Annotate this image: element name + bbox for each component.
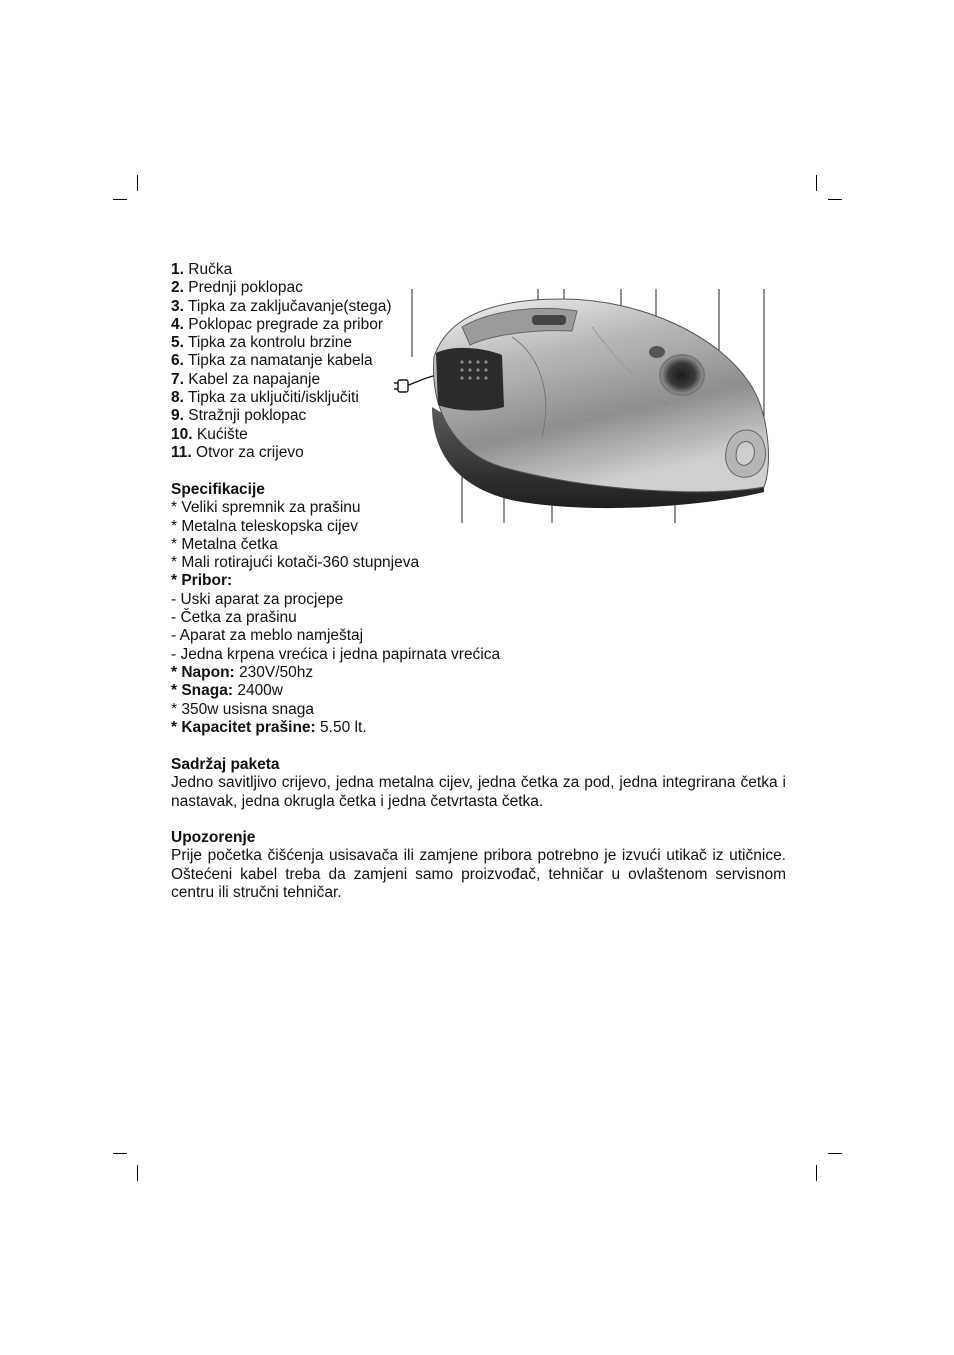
spec-line: * Napon: 230V/50hz (171, 663, 314, 681)
list-item: 5. Tipka za kontrolu brzine (171, 334, 352, 352)
section-heading: Upozorenje (171, 829, 256, 846)
parts-list (171, 261, 392, 462)
list-item: 1. Ručka (171, 261, 233, 278)
power-plug (394, 375, 437, 392)
specifications-section (171, 481, 786, 737)
package-text: Jedno savitljivo crijevo, jedna metalna cijev, jedna četka za pod, jedna integrirana četka i nastavak, jedna okrugla četka i jedna četvrtasta četka. (171, 774, 786, 810)
spec-line: * Metalna teleskopska cijev (171, 517, 358, 535)
spec-line: - Četka za prašinu (171, 609, 297, 627)
crop-mark (137, 1165, 138, 1181)
warning-section (171, 829, 786, 902)
crop-mark (137, 175, 138, 191)
hose-inlet (660, 355, 704, 395)
spec-line: * Snaga: 2400w (171, 682, 283, 700)
spec-line: * Pribor: (171, 572, 233, 590)
spec-line: * Veliki spremnik za prašinu (171, 499, 361, 517)
spec-line: - Jedna krpena vrećica i jedna papirnata vrećica (171, 645, 501, 663)
spec-line: - Aparat za meblo namještaj (171, 627, 364, 645)
list-item: 11. Otvor za crijevo (171, 443, 304, 461)
crop-mark (816, 175, 817, 191)
list-item: 6. Tipka za namatanje kabela (171, 352, 373, 370)
package-section (171, 756, 786, 811)
list-item: 7. Kabel za napajanje (171, 370, 321, 388)
list-item: 3. Tipka za zaključavanje(stega) (171, 297, 392, 315)
spec-line: * Metalna četka (171, 535, 278, 553)
crop-mark (113, 1153, 127, 1154)
crop-mark (828, 199, 842, 200)
spec-line: * Kapacitet prašine: 5.50 lt. (171, 718, 367, 736)
crop-mark (828, 1153, 842, 1154)
section-heading: Sadržaj paketa (171, 756, 280, 773)
list-item: 9. Stražnji poklopac (171, 407, 307, 425)
spec-line: - Uski aparat za procjepe (171, 590, 344, 608)
list-item: 8. Tipka za uključiti/isključiti (171, 389, 359, 407)
spec-line: * Mali rotirajući kotači-360 stupnjeva (171, 554, 420, 572)
list-item: 10. Kućište (171, 425, 248, 443)
spec-line: * 350w usisna snaga (171, 700, 315, 718)
section-heading: Specifikacije (171, 481, 265, 498)
crop-mark (816, 1165, 817, 1181)
warning-text: Prije početka čišćenja usisavača ili zamjene pribora potrebno je izvući utikač iz utičnice. Oštećeni kabel treba da zamjeni samo proizvođač, tehničar u ovlaštenom servisnom centru ili stručni tehničar. (171, 847, 786, 901)
list-item: 4. Poklopac pregrade za pribor (171, 315, 383, 333)
crop-mark (113, 199, 127, 200)
list-item: 2. Prednji poklopac (171, 279, 303, 297)
